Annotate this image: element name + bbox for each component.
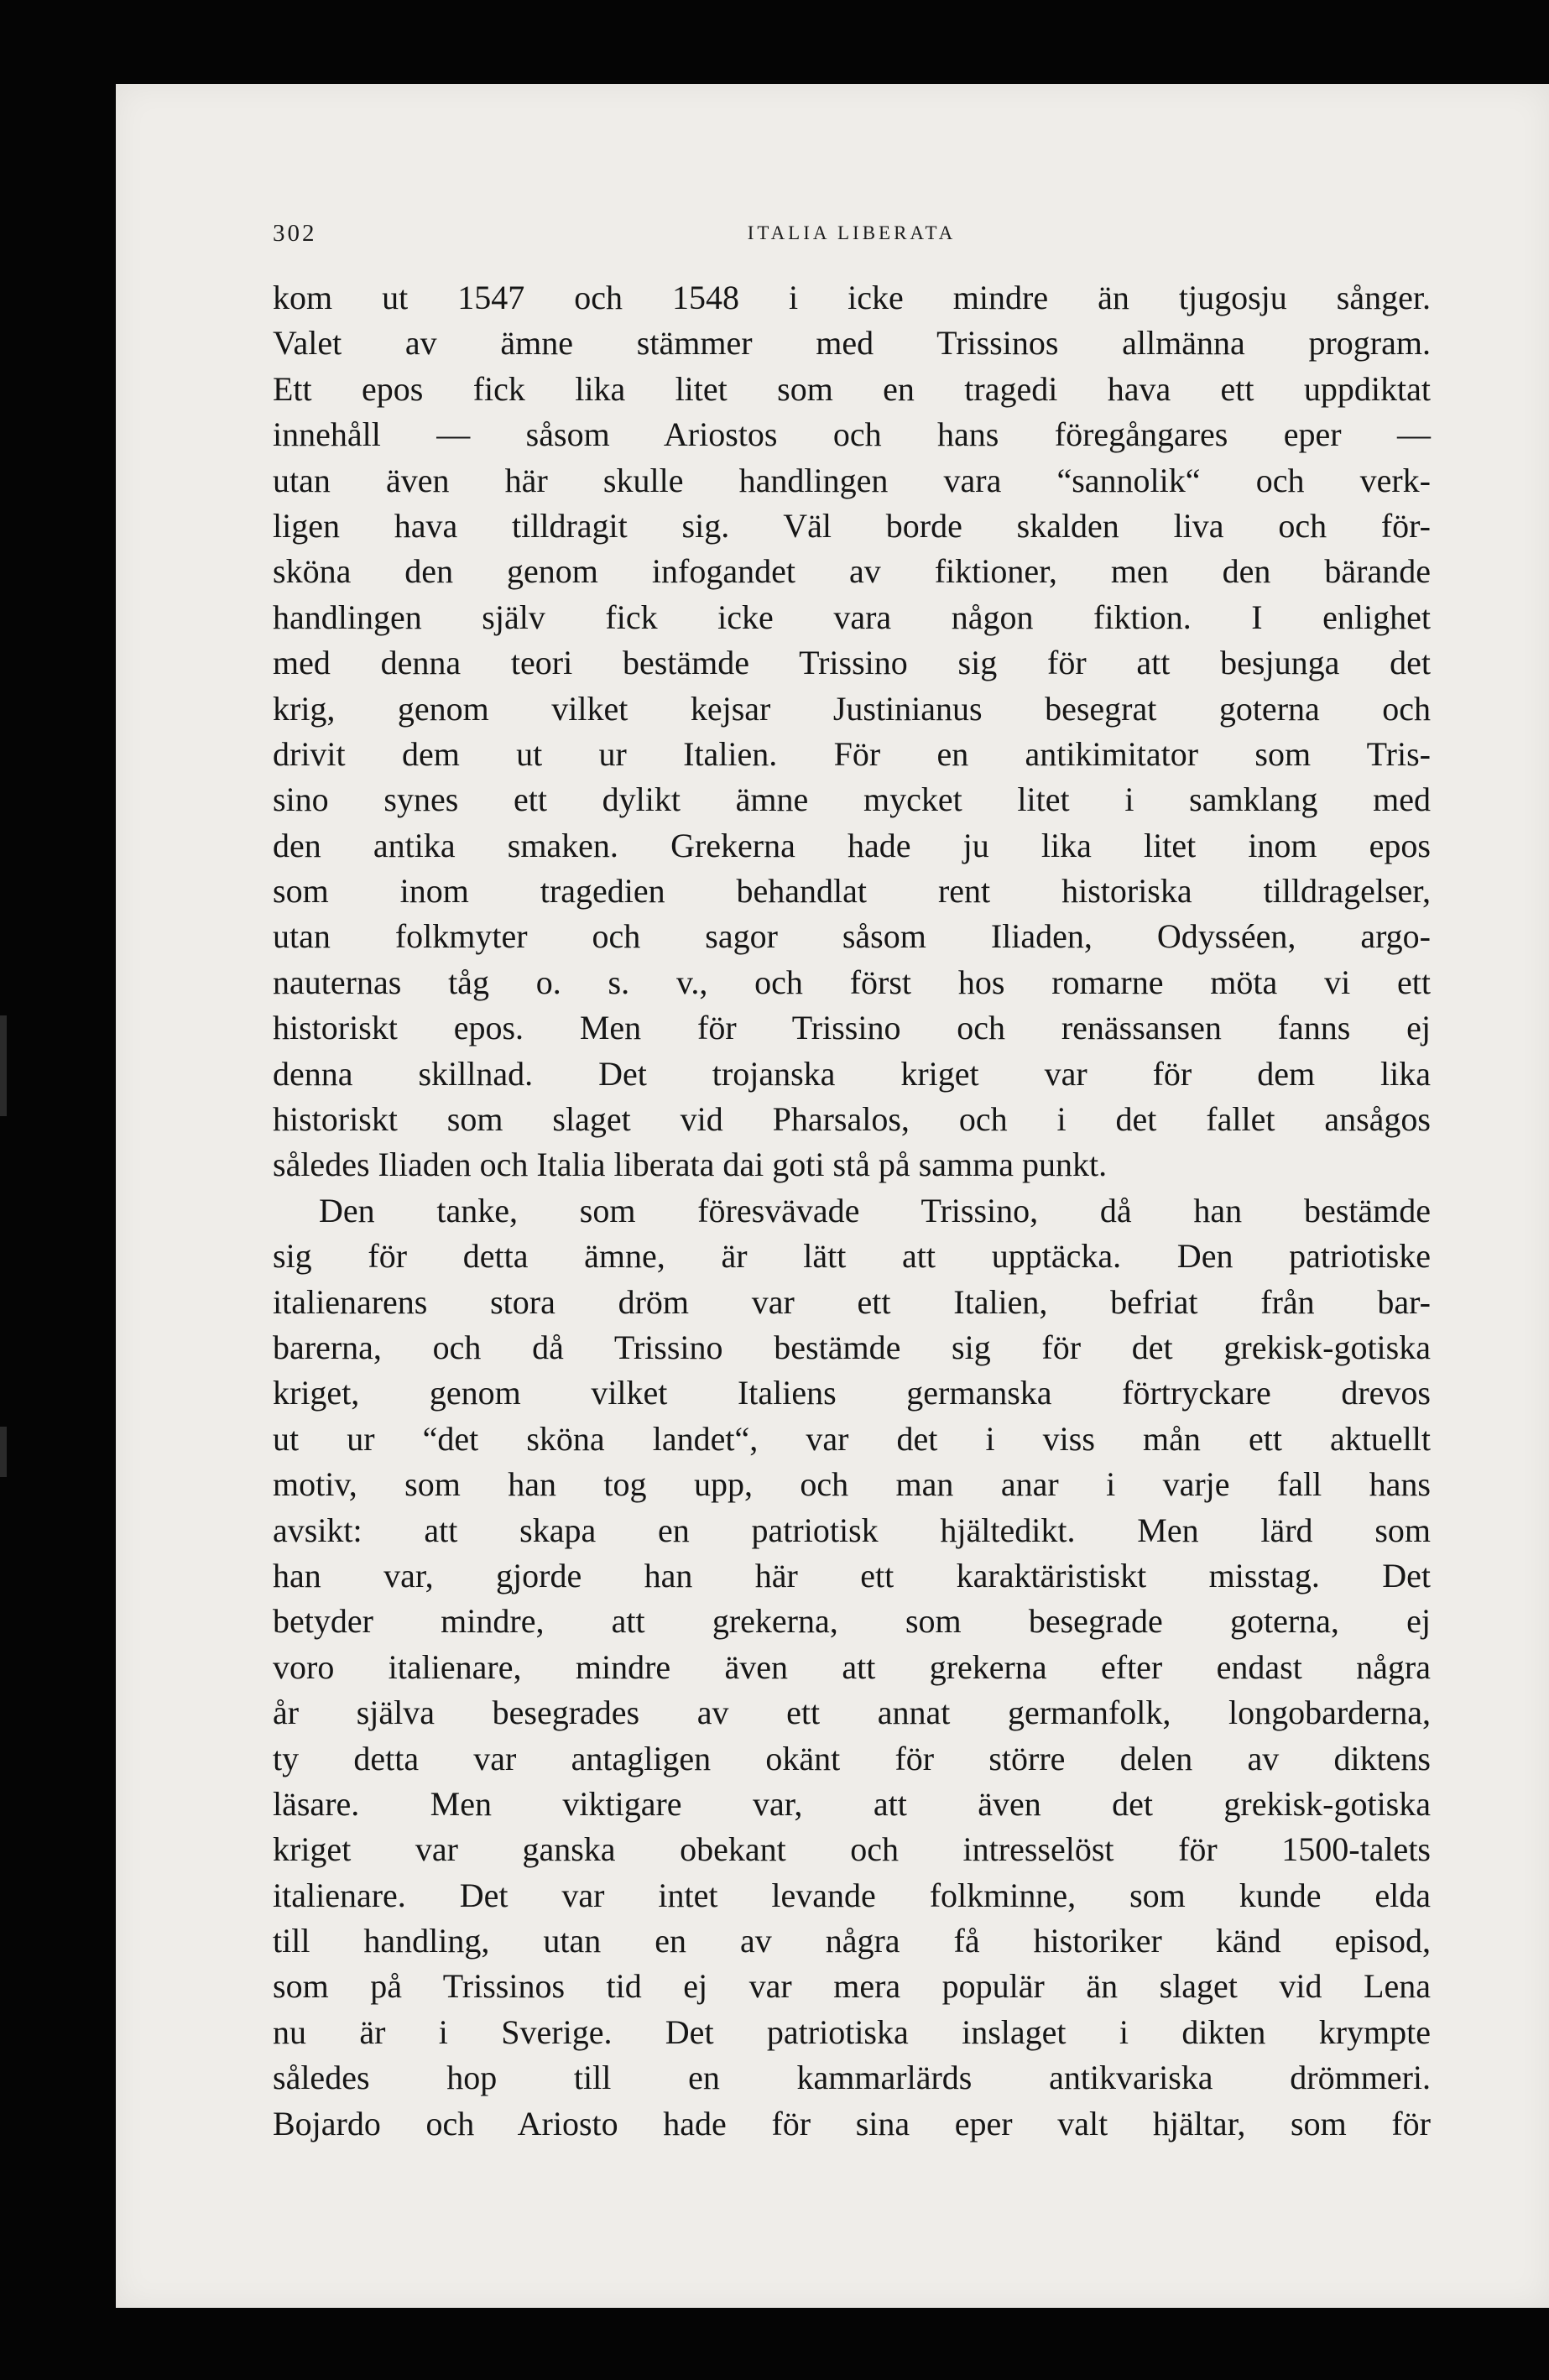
text-line: innehåll — såsom Ariostos och hans föregångares eper —: [273, 415, 1431, 454]
text-line: således hop till en kammarlärds antikvariska drömmeri.: [273, 2059, 1431, 2097]
text-line: krig, genom vilket kejsar Justinianus besegrat goterna och: [273, 689, 1431, 728]
text-line: kom ut 1547 och 1548 i icke mindre än tjugosju sånger.: [273, 279, 1431, 316]
scan-edge-mark: [0, 1015, 7, 1116]
text-line: kriget, genom vilket Italiens germanska förtryckare drevos: [273, 1374, 1431, 1412]
text-line: sino synes ett dylikt ämne mycket litet i samklang med: [273, 780, 1431, 819]
text-line: historiskt epos. Men för Trissino och renässansen fanns ej: [273, 1009, 1431, 1047]
text-line: sig för detta ämne, är lätt att upptäcka. Den patriotiske: [273, 1237, 1431, 1276]
text-line: italienarens stora dröm var ett Italien, befriat från bar-: [273, 1282, 1431, 1321]
page-number: 302: [273, 220, 317, 247]
text-line: Ett epos fick lika litet som en tragedi hava ett uppdiktat: [273, 369, 1431, 408]
text-line: Bojardo och Ariosto hade för sina eper valt hjältar, som för: [273, 2104, 1431, 2143]
text-line: voro italienare, mindre även att grekerna efter endast några: [273, 1647, 1431, 1686]
text-line: som på Trissinos tid ej var mera populär än slaget vid Lena: [273, 1967, 1431, 2006]
text-line: den antika smaken. Grekerna hade ju lika litet inom epos: [273, 826, 1431, 864]
running-title: ITALIA LIBERATA: [747, 222, 957, 243]
text-line: avsikt: att skapa en patriotisk hjältedikt. Men lärd som: [273, 1511, 1431, 1549]
body-text: [273, 275, 1431, 2147]
text-line: Den tanke, som föresvävade Trissino, då han bestämde: [319, 1191, 1431, 1229]
text-line: utan folkmyter och sagor såsom Iliaden, Odysséen, argo-: [273, 917, 1431, 956]
text-line: nauternas tåg o. s. v., och först hos romarne möta vi ett: [273, 963, 1431, 1001]
text-line: barerna, och då Trissino bestämde sig för det grekisk-gotiska: [273, 1328, 1431, 1366]
text-line: sköna den genom infogandet av fiktioner, men den bärande: [273, 552, 1431, 591]
text-line: ty detta var antagligen okänt för större delen av diktens: [273, 1739, 1431, 1777]
running-head: [273, 220, 1431, 253]
text-line: år själva besegrades av ett annat germanfolk, longobarderna,: [273, 1694, 1431, 1732]
scan-edge-mark: [0, 1427, 7, 1477]
text-line: italienare. Det var intet levande folkminne, som kunde elda: [273, 1876, 1431, 1914]
text-line: handlingen själv fick icke vara någon fiktion. I enlighet: [273, 598, 1431, 636]
text-line: till handling, utan en av några få historiker känd episod,: [273, 1922, 1431, 1960]
text-line: läsare. Men viktigare var, att även det grekisk-gotiska: [273, 1784, 1431, 1823]
text-line: motiv, som han tog upp, och man anar i varje fall hans: [273, 1465, 1431, 1504]
text-line: Valet av ämne stämmer med Trissinos allmänna program.: [273, 324, 1431, 363]
text-line: betyder mindre, att grekerna, som besegrade goterna, ej: [273, 1602, 1431, 1641]
text-line: med denna teori bestämde Trissino sig för att besjunga det: [273, 644, 1431, 682]
text-line: ligen hava tilldragit sig. Väl borde skalden liva och för-: [273, 506, 1431, 545]
text-line: som inom tragedien behandlat rent historiska tilldragelser,: [273, 872, 1431, 911]
text-line: han var, gjorde han här ett karaktäristiskt misstag. Det: [273, 1556, 1431, 1594]
text-line: drivit dem ut ur Italien. För en antikimitator som Tris-: [273, 734, 1431, 773]
text-line: nu är i Sverige. Det patriotiska inslaget i dikten krympte: [273, 2012, 1431, 2051]
text-line: kriget var ganska obekant och intresselöst för 1500-talets: [273, 1830, 1431, 1869]
text-line: historiskt som slaget vid Pharsalos, och i det fallet ansågos: [273, 1100, 1431, 1139]
text-line: således Iliaden och Italia liberata dai goti stå på samma punkt.: [273, 1146, 1108, 1184]
text-line: utan även här skulle handlingen vara “sannolik“ och verk-: [273, 461, 1431, 499]
text-line: denna skillnad. Det trojanska kriget var för dem lika: [273, 1054, 1431, 1093]
text-line: ut ur “det sköna landet“, var det i viss mån ett aktuellt: [273, 1419, 1431, 1458]
